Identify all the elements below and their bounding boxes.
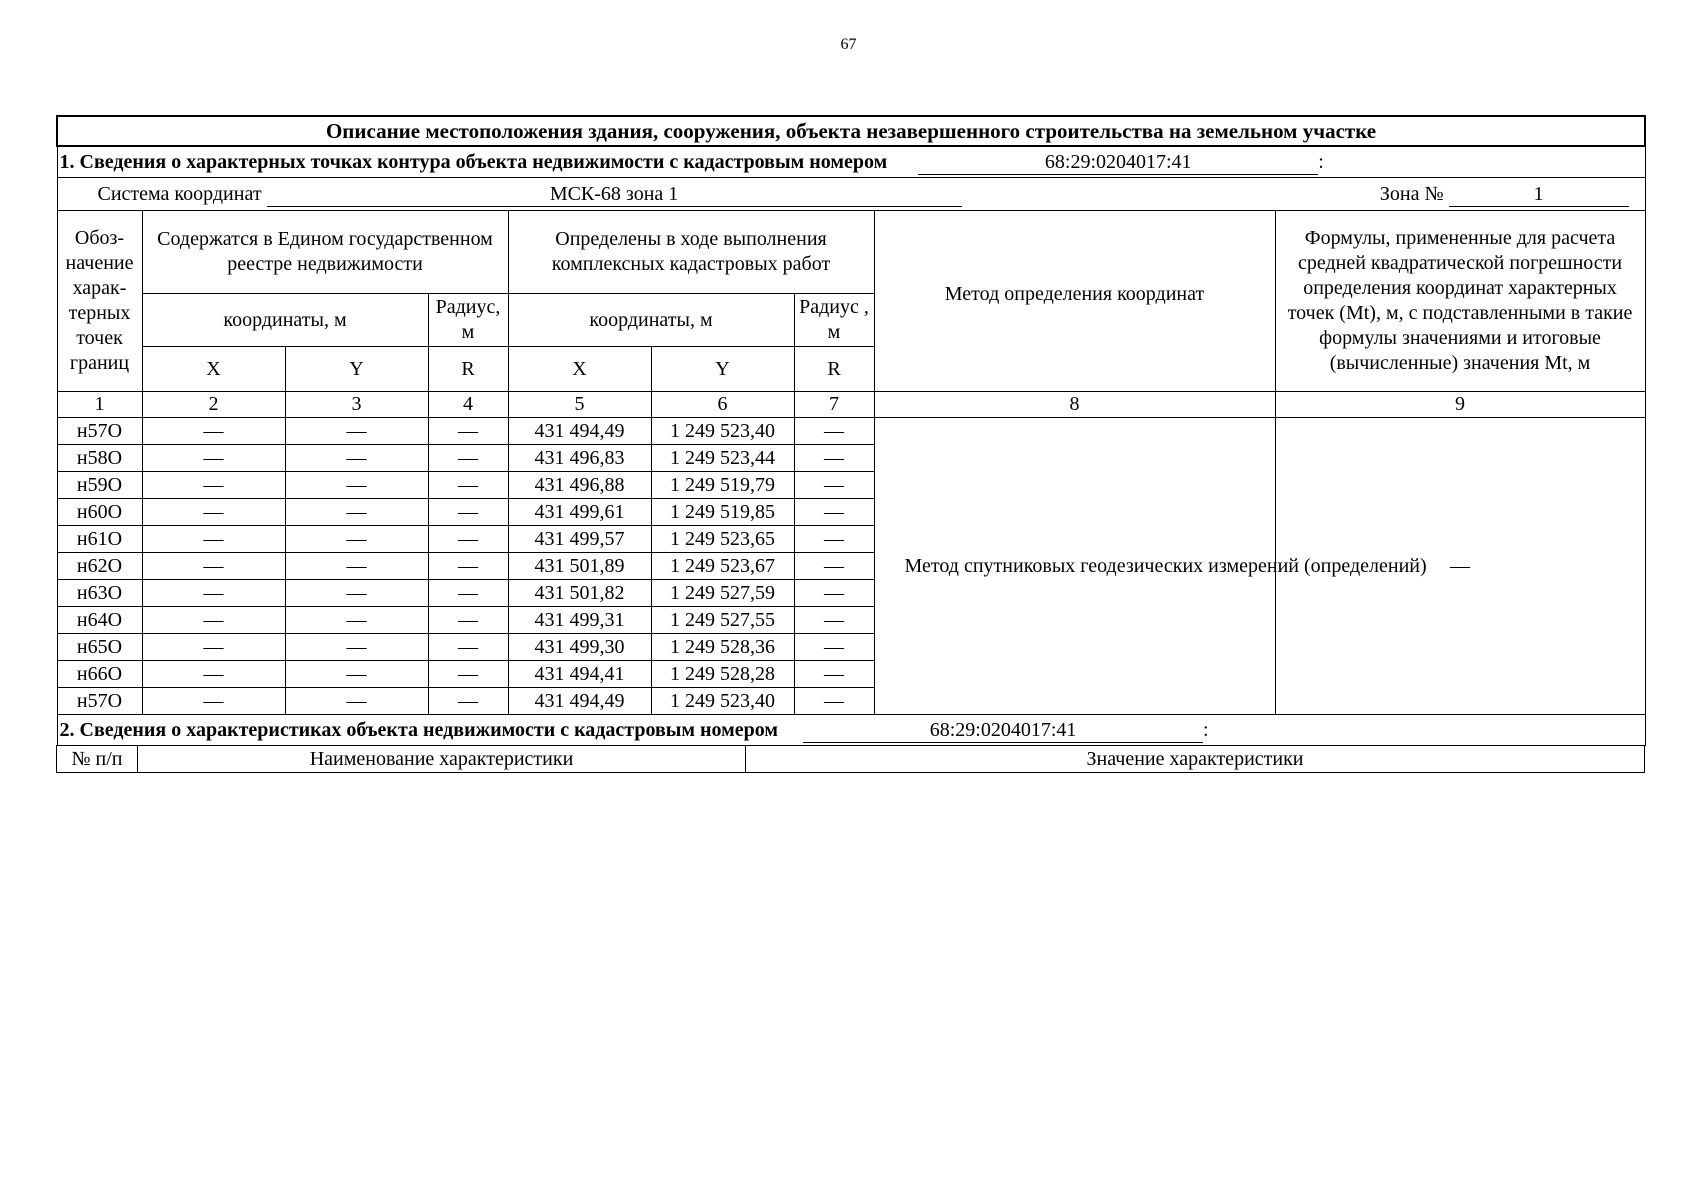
egrn-y: — bbox=[285, 553, 428, 580]
column-number: 6 bbox=[651, 392, 794, 418]
egrn-y: — bbox=[285, 499, 428, 526]
complex-y: 1 249 523,40 bbox=[651, 418, 794, 445]
header-designation: Обоз-начение харак-терных точек границ bbox=[57, 211, 142, 392]
complex-x: 431 494,41 bbox=[508, 661, 651, 688]
egrn-y: — bbox=[285, 526, 428, 553]
complex-r: — bbox=[794, 688, 874, 715]
egrn-r: — bbox=[428, 553, 508, 580]
section1-header bbox=[57, 146, 1645, 178]
header-characteristic-value: Значение характеристики bbox=[746, 746, 1645, 773]
complex-r: — bbox=[794, 634, 874, 661]
document-title: Описание местоположения здания, сооружения, объекта незавершенного строительства на земельном участке bbox=[57, 116, 1645, 146]
egrn-x: — bbox=[142, 445, 285, 472]
egrn-x: — bbox=[142, 418, 285, 445]
section2-label: 2. Сведения о характеристиках объекта недвижимости с кадастровым номером bbox=[59, 718, 779, 741]
header-x-complex: X bbox=[508, 347, 651, 392]
column-number: 8 bbox=[874, 392, 1275, 418]
zone-label: Зона № bbox=[1379, 182, 1444, 205]
complex-y: 1 249 523,44 bbox=[651, 445, 794, 472]
header-formulas: Формулы, примененные для расчета средней квадратической погрешности определения координат характерных точек (Mt), м, с подставленными в такие формулы значениями и итоговые (вычисленные) значения Mt, м bbox=[1275, 211, 1645, 392]
complex-y: 1 249 523,65 bbox=[651, 526, 794, 553]
complex-r: — bbox=[794, 553, 874, 580]
page-number: 67 bbox=[840, 36, 857, 53]
point-name: н57О bbox=[57, 418, 142, 445]
header-egrn: Содержатся в Едином государственном реестре недвижимости bbox=[142, 211, 508, 294]
egrn-y: — bbox=[285, 607, 428, 634]
egrn-x: — bbox=[142, 472, 285, 499]
complex-r: — bbox=[794, 580, 874, 607]
point-name: н61О bbox=[57, 526, 142, 553]
method-value: Метод спутниковых геодезических измерений (определений) bbox=[874, 418, 1275, 715]
location-description-form bbox=[56, 115, 1644, 773]
complex-r: — bbox=[794, 418, 874, 445]
complex-y: 1 249 523,67 bbox=[651, 553, 794, 580]
egrn-r: — bbox=[428, 688, 508, 715]
egrn-x: — bbox=[142, 526, 285, 553]
complex-y: 1 249 527,59 bbox=[651, 580, 794, 607]
egrn-y: — bbox=[285, 634, 428, 661]
point-name: н63О bbox=[57, 580, 142, 607]
egrn-r: — bbox=[428, 580, 508, 607]
section2-header bbox=[57, 715, 1645, 746]
egrn-x: — bbox=[142, 580, 285, 607]
section1-colon: : bbox=[1318, 150, 1324, 173]
complex-y: 1 249 519,79 bbox=[651, 472, 794, 499]
egrn-r: — bbox=[428, 607, 508, 634]
egrn-y: — bbox=[285, 661, 428, 688]
egrn-r: — bbox=[428, 418, 508, 445]
characteristics-table bbox=[56, 745, 1645, 773]
point-name: н57О bbox=[57, 688, 142, 715]
egrn-y: — bbox=[285, 418, 428, 445]
complex-r: — bbox=[794, 499, 874, 526]
section2-colon: : bbox=[1203, 718, 1209, 741]
complex-x: 431 496,83 bbox=[508, 445, 651, 472]
complex-y: 1 249 527,55 bbox=[651, 607, 794, 634]
complex-y: 1 249 519,85 bbox=[651, 499, 794, 526]
complex-x: 431 494,49 bbox=[508, 418, 651, 445]
column-number: 9 bbox=[1275, 392, 1645, 418]
complex-x: 431 499,57 bbox=[508, 526, 651, 553]
point-name: н66О bbox=[57, 661, 142, 688]
section2-cadastral-number: 68:29:0204017:41 bbox=[803, 718, 1203, 743]
egrn-r: — bbox=[428, 445, 508, 472]
egrn-y: — bbox=[285, 580, 428, 607]
egrn-r: — bbox=[428, 472, 508, 499]
egrn-x: — bbox=[142, 607, 285, 634]
section1-cadastral-number: 68:29:0204017:41 bbox=[918, 150, 1318, 175]
complex-r: — bbox=[794, 607, 874, 634]
complex-r: — bbox=[794, 445, 874, 472]
header-complex-works: Определены в ходе выполнения комплексных кадастровых работ bbox=[508, 211, 874, 294]
complex-x: 431 501,89 bbox=[508, 553, 651, 580]
column-number: 7 bbox=[794, 392, 874, 418]
complex-r: — bbox=[794, 526, 874, 553]
egrn-y: — bbox=[285, 445, 428, 472]
complex-x: 431 496,88 bbox=[508, 472, 651, 499]
column-number: 4 bbox=[428, 392, 508, 418]
column-number: 3 bbox=[285, 392, 428, 418]
egrn-r: — bbox=[428, 499, 508, 526]
egrn-x: — bbox=[142, 499, 285, 526]
formulas-value: — bbox=[1275, 418, 1645, 715]
egrn-r: — bbox=[428, 526, 508, 553]
header-coords-complex: координаты, м bbox=[508, 294, 794, 347]
header-y-complex: Y bbox=[651, 347, 794, 392]
complex-x: 431 499,61 bbox=[508, 499, 651, 526]
header-method: Метод определения координат bbox=[874, 211, 1275, 392]
column-number: 2 bbox=[142, 392, 285, 418]
egrn-y: — bbox=[285, 472, 428, 499]
section1-label: 1. Сведения о характерных точках контура объекта недвижимости с кадастровым номером bbox=[59, 150, 888, 173]
zone-value: 1 bbox=[1449, 182, 1629, 207]
point-name: н62О bbox=[57, 553, 142, 580]
point-name: н60О bbox=[57, 499, 142, 526]
complex-x: 431 499,30 bbox=[508, 634, 651, 661]
point-name: н65О bbox=[57, 634, 142, 661]
header-coords-egrn: координаты, м bbox=[142, 294, 428, 347]
table-row bbox=[57, 418, 1645, 445]
complex-x: 431 499,31 bbox=[508, 607, 651, 634]
coord-system-label: Система координат bbox=[97, 182, 262, 205]
complex-r: — bbox=[794, 661, 874, 688]
egrn-y: — bbox=[285, 688, 428, 715]
coord-system-value: МСК-68 зона 1 bbox=[267, 182, 962, 207]
header-radius-egrn: Радиус, м bbox=[428, 294, 508, 347]
complex-y: 1 249 528,28 bbox=[651, 661, 794, 688]
header-characteristic-name: Наименование характеристики bbox=[138, 746, 746, 773]
column-number: 1 bbox=[57, 392, 142, 418]
column-number: 5 bbox=[508, 392, 651, 418]
header-y-egrn: Y bbox=[285, 347, 428, 392]
egrn-x: — bbox=[142, 634, 285, 661]
header-r-egrn: R bbox=[428, 347, 508, 392]
complex-y: 1 249 528,36 bbox=[651, 634, 794, 661]
coordinate-system-row bbox=[57, 178, 1645, 211]
complex-y: 1 249 523,40 bbox=[651, 688, 794, 715]
point-name: н64О bbox=[57, 607, 142, 634]
main-table bbox=[56, 115, 1646, 746]
header-radius-complex: Радиус , м bbox=[794, 294, 874, 347]
egrn-x: — bbox=[142, 553, 285, 580]
header-x-egrn: X bbox=[142, 347, 285, 392]
header-r-complex: R bbox=[794, 347, 874, 392]
header-row-number: № п/п bbox=[57, 746, 138, 773]
point-name: н59О bbox=[57, 472, 142, 499]
complex-r: — bbox=[794, 472, 874, 499]
egrn-x: — bbox=[142, 661, 285, 688]
point-name: н58О bbox=[57, 445, 142, 472]
complex-x: 431 501,82 bbox=[508, 580, 651, 607]
egrn-r: — bbox=[428, 661, 508, 688]
complex-x: 431 494,49 bbox=[508, 688, 651, 715]
egrn-r: — bbox=[428, 634, 508, 661]
egrn-x: — bbox=[142, 688, 285, 715]
